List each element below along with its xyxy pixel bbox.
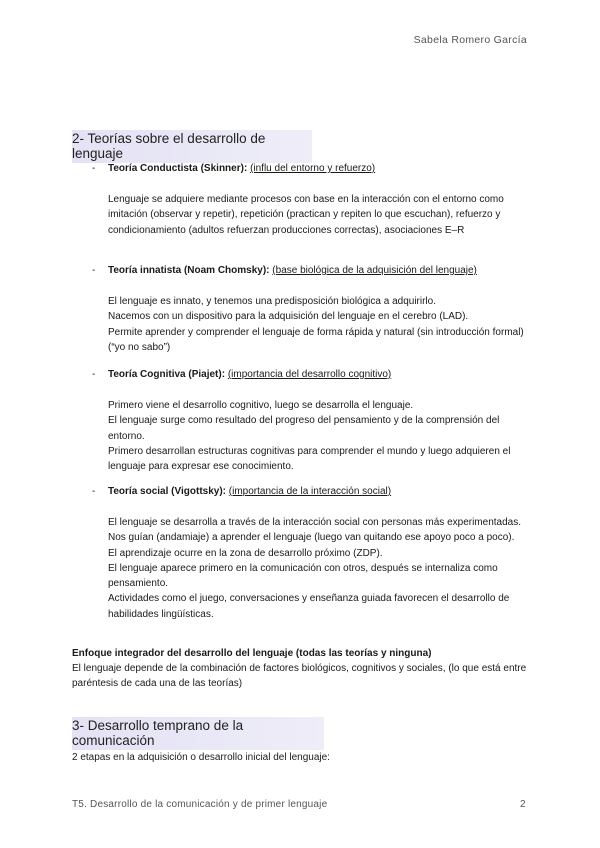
theory-name: Teoría Cognitiva (Piajet): [108,369,226,380]
theory-paragraph: Primero viene el desarrollo cognitivo, luego se desarrolla el lenguaje. [108,400,414,411]
bullet-dash: - [92,369,96,380]
theory-body [108,515,538,622]
theory-body [108,294,538,355]
theory-paragraph: El lenguaje se desarrolla a través de la interacción social con personas más experimentadas. Nos guían (andamiaje) a aprender el lenguaje (luego van quitando ese apoyo poco a poco). [108,517,522,544]
theory-focus: (importancia de la interacción social) [228,486,392,497]
theory-paragraph: El lenguaje es innato, y tenemos una predisposición biológica a adquirirlo. [108,296,436,307]
theory-name: Teoría Conductista (Skinner): [108,163,248,174]
integrative-title: Enfoque integrador del desarrollo del lenguaje (todas las teorías y ninguna) [72,648,432,659]
page-number: 2 [520,799,526,810]
header-author: Sabela Romero García [413,34,527,46]
theory-heading [108,486,391,497]
theory-paragraph: El lenguaje surge como resultado del progreso del pensamiento y de la comprensión del entorno. [108,415,500,442]
theory-paragraph: Lenguaje se adquiere mediante procesos con base en la interacción con el entorno como imitación (observar y repetir), repetición (practican y repiten lo que escuchan), refuerzo y condicionamiento (adultos refuerzan producciones correctas), asociaciones E–R [108,194,504,236]
theory-paragraph: Nacemos con un dispositivo para la adquisición del lenguaje en el cerebro (LAD). [108,311,469,323]
section-3-intro: 2 etapas en la adquisición o desarrollo inicial del lenguaje: [72,752,330,763]
section-2-title: 2- Teorías sobre el desarrollo de lenguaje [72,130,312,163]
theory-paragraph: Primero desarrollan estructuras cognitivas para comprender el mundo y luego adquieren el lenguaje para expresar ese conocimiento. [108,445,511,473]
footer-text: T5. Desarrollo de la comunicación y de primer lenguaje [72,799,328,810]
theory-heading [108,163,375,174]
bullet-dash: - [92,265,96,276]
section-3-title: 3- Desarrollo temprano de la comunicación [72,717,324,750]
integrative-text: El lenguaje depende de la combinación de factores biológicos, cognitivos y sociales, (lo que está entre paréntesis de cada una de las teorías) [72,663,527,689]
theory-name: Teoría innatista (Noam Chomsky): [108,265,270,276]
theory-name: Teoría social (Vigottsky): [108,486,226,497]
theory-paragraph: El aprendizaje ocurre en la zona de desarrollo próximo (ZDP). [108,547,383,559]
theory-paragraph: El lenguaje aparece primero en la comunicación con otros, después se internaliza como pensamiento. [108,562,498,590]
theory-focus: (influ del entorno y refuerzo) [250,163,376,174]
theory-heading [108,265,477,276]
integrative-approach [72,646,532,691]
theory-paragraph: Permite aprender y comprender el lenguaje de forma rápida y natural (sin introducción formal) (“yo no sabo”) [108,326,524,353]
theory-focus: (importancia del desarrollo cognitivo) [227,369,392,380]
theory-body [108,192,538,238]
theory-focus: (base biológica de la adquisición del lenguaje) [272,265,477,276]
theory-paragraph: Actividades como el juego, conversaciones y enseñanza guiada favorecen el desarrollo de habilidades lingüísticas. [108,593,510,620]
bullet-dash: - [92,486,96,497]
theory-body [108,398,538,474]
bullet-dash: - [92,163,96,174]
theory-heading [108,369,391,380]
